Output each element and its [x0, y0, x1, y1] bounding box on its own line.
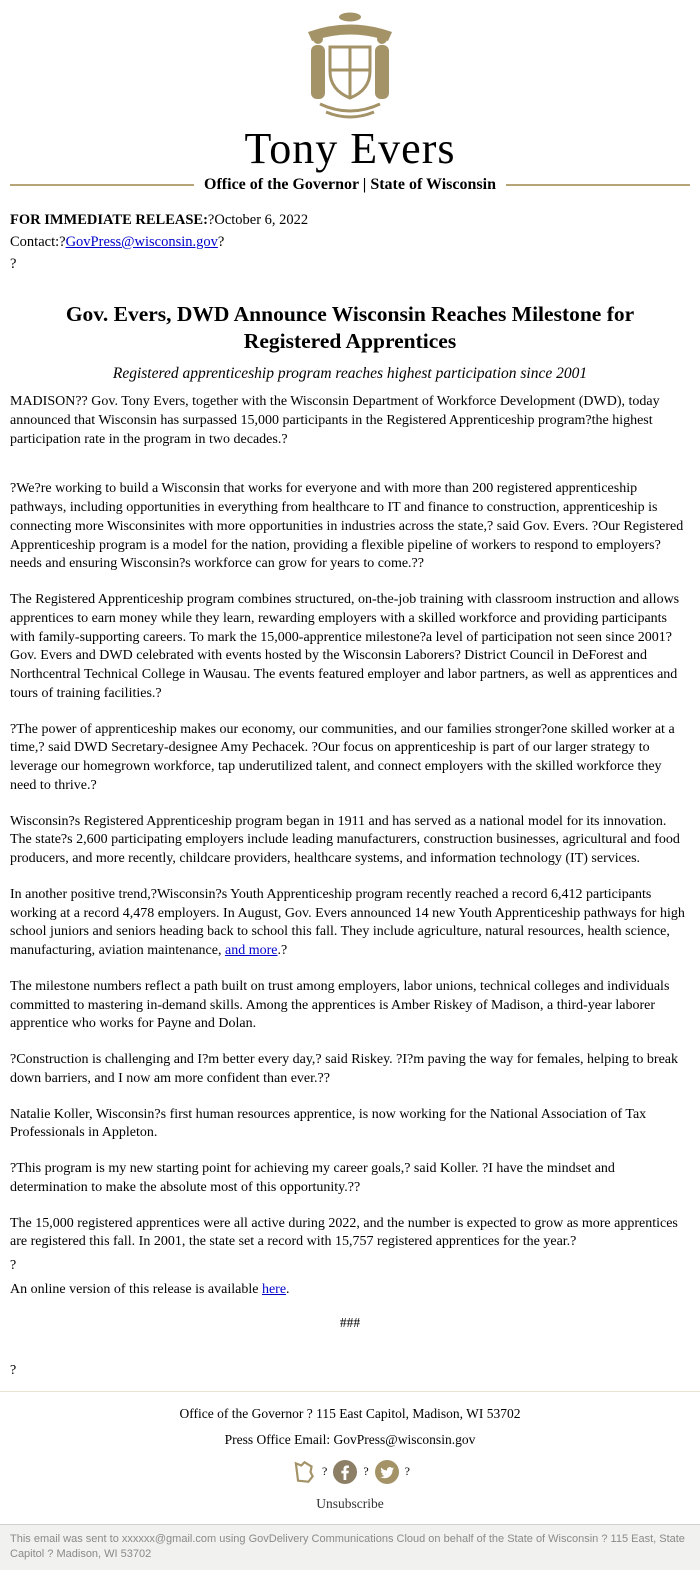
- tagline: Office of the Governor | State of Wisconsin: [204, 176, 496, 194]
- unsubscribe-link[interactable]: Unsubscribe: [316, 1495, 384, 1511]
- tagline-rule-right: [506, 184, 690, 186]
- online-version-link[interactable]: here: [261, 1281, 287, 1297]
- paragraph-6: [10, 886, 690, 961]
- paragraph-5: Wisconsin?s Registered Apprenticeship program began in 1911 and has served as a national model for its innovation. The state?s 2,600 participating employers include leading manufacturers, construction businesses, agricultural and food producers, and more recently, childcare providers, healthcare systems, and information technology (IT) services.: [10, 813, 680, 867]
- trailing-placeholder: ?: [10, 1362, 17, 1378]
- paragraph-13-text: An online version of this release is available: [10, 1281, 262, 1297]
- paragraph-7: The milestone numbers reflect a path built on trust among employers, labor unions, technical colleges and individuals committed to mastering in-demand skills. Among the apprentices is Amber Riskey of Madison, a third-year laborer apprentice who works for Payne and Dolan.: [10, 978, 670, 1032]
- paragraph-9: Natalie Koller, Wisconsin?s first human resources apprentice, is now working for the National Association of Tax Professionals in Appleton.: [10, 1106, 647, 1141]
- footer-press-email: Press Office Email: GovPress@wisconsin.gov: [224, 1431, 476, 1447]
- release-info: [10, 210, 690, 275]
- facebook-icon[interactable]: [331, 1458, 359, 1486]
- paragraph-11: The 15,000 registered apprentices were all active during 2022, and the number is expected to grow as more apprentices are registered this fall. In 2001, the state set a record with 15,757 registered apprentices for the year.?: [10, 1215, 678, 1250]
- release-date: ?October 6, 2022: [207, 212, 309, 229]
- contact-suffix: ?: [217, 233, 225, 250]
- wisconsin-state-icon[interactable]: [290, 1458, 318, 1486]
- tagline-row: [0, 174, 700, 194]
- contact-line: [10, 232, 690, 254]
- paragraph-13-tail: .: [286, 1281, 290, 1297]
- paragraph-2: ?We?re working to build a Wisconsin that works for everyone and with more than 200 registered apprenticeship pathways, including opportunities in everything from healthcare to IT and finance to construction, apprenticeship is connecting more Wisconsinites with more opportunities in industries across the state,? said Gov. Evers. ?Our Registered Apprenticeship program is a model for the nation, providing a flexible pipeline of workers to respond to employers? needs and ensuring Wisconsin?s workforce can grow for years to come.??: [10, 481, 684, 572]
- paragraph-12: ?: [10, 1258, 17, 1274]
- end-marker: ###: [339, 1314, 361, 1330]
- contact-label: Contact:?: [10, 233, 66, 250]
- release-line: [10, 210, 690, 232]
- footer: [0, 1391, 700, 1570]
- social-separator-2: ?: [363, 1464, 369, 1479]
- contact-email-link[interactable]: GovPress@wisconsin.gov: [65, 233, 218, 250]
- social-separator-3: ?: [404, 1464, 410, 1479]
- wisconsin-seal-logo: [0, 8, 700, 124]
- paragraph-6-text: In another positive trend,?Wisconsin?s Youth Apprenticeship program recently reached a record 6,412 participants working at a record 4,478 employers. In August, Gov. Evers announced 14 new Youth Apprenticeship pathways for high school juniors and seniors heading back to school this fall. They include agriculture, natural resources, health science, manufacturing, aviation maintenance,: [10, 886, 685, 959]
- paragraph-6-tail: .?: [277, 943, 288, 959]
- footer-address: Office of the Governor ? 115 East Capitol, Madison, WI 53702: [179, 1405, 521, 1421]
- paragraph-1: MADISON?? Gov. Tony Evers, together with the Wisconsin Department of Workforce Development (DWD), today announced that Wisconsin has surpassed 15,000 participants in the Registered Apprenticeship program?the highest participation rate in the program in two decades.?: [10, 394, 660, 447]
- paragraph-8: ?Construction is challenging and I?m better every day,? said Riskey. ?I?m paving the way for females, helping to break down barriers, and I now am more confident than ever.??: [10, 1052, 679, 1086]
- article-title: Gov. Evers, DWD Announce Wisconsin Reaches Milestone for Registered Apprentices: [65, 302, 635, 354]
- twitter-icon[interactable]: [373, 1458, 401, 1486]
- disclaimer-bar: This email was sent to xxxxxx@gmail.com using GovDelivery Communications Cloud on behalf of the State of Wisconsin ? 115 East, State Capitol ? Madison, WI 53702: [0, 1524, 700, 1570]
- release-placeholder: ?: [10, 255, 17, 272]
- and-more-link[interactable]: and more: [224, 943, 278, 959]
- paragraph-4: ?The power of apprenticeship makes our economy, our communities, and our families stronger?one skilled worker at a time,? said DWD Secretary-designee Amy Pechacek. ?Our focus on apprenticeship is part of our larger strategy to leverage our homegrown workforce, tap underutilized talent, and connect employers with the skilled workforce they need to thrive.?: [10, 721, 675, 793]
- release-label: FOR IMMEDIATE RELEASE:: [10, 212, 208, 229]
- social-row: [0, 1458, 700, 1486]
- paragraph-13: [10, 1281, 690, 1300]
- paragraph-3: The Registered Apprenticeship program combines structured, on-the-job training with classroom instruction and allows apprentices to earn money while they learn, rewarding employers with a skilled workforce and providing participants with family-supporting careers. To mark the 15,000-apprentice milestone?a level of participation not seen since 2001?Gov. Evers and DWD celebrated with events hosted by the Wisconsin Laborers? District Council in DeForest and Northcentral Technical College in Wausau. The events featured employer and labor partners, as well as apprentices and tours of training facilities.?: [10, 592, 680, 701]
- governor-name: Tony Evers: [244, 124, 456, 173]
- tagline-rule-left: [10, 184, 194, 186]
- social-separator-1: ?: [322, 1464, 328, 1479]
- header: [0, 0, 700, 194]
- article-subtitle: Registered apprenticeship program reaches highest participation since 2001: [112, 365, 588, 383]
- paragraph-10: ?This program is my new starting point for achieving my career goals,? said Koller. ?I have the mindset and determination to make the absolute most of this opportunity.??: [10, 1161, 615, 1195]
